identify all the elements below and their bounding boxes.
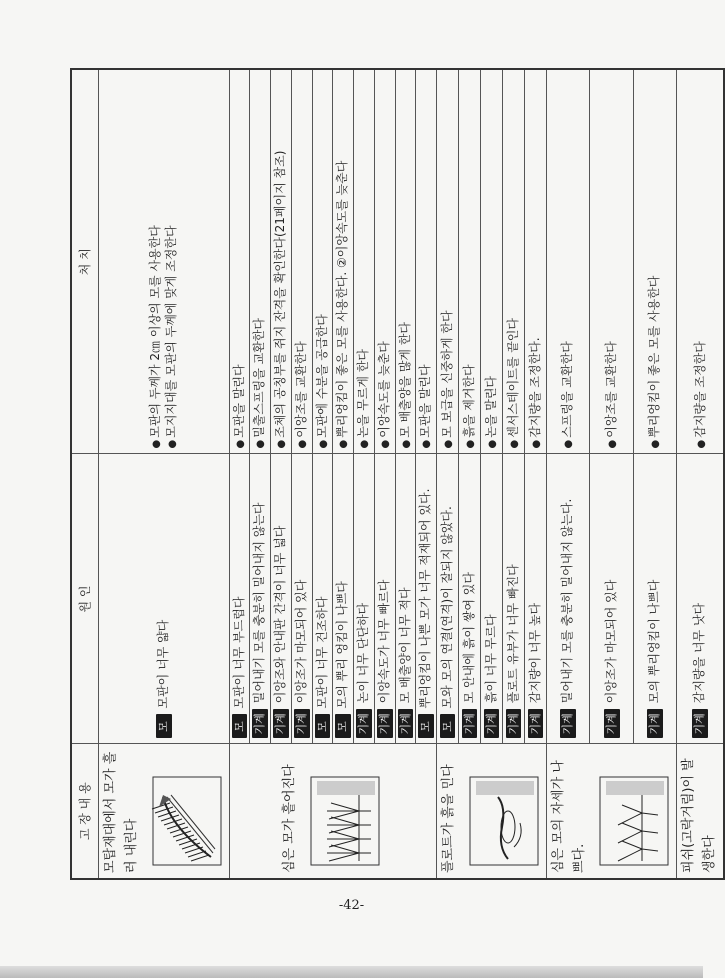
remedy-cell: [633, 69, 677, 454]
header-remedy: 처 치: [71, 69, 99, 454]
remedy-cell: [250, 69, 271, 454]
cause-text: 이앙조가 마모되어 있다: [293, 579, 308, 704]
symptom-text: 심은 모가 흩어진다: [282, 764, 298, 873]
remedy-item: ● 센서스테이트를 끝인다: [506, 75, 522, 449]
cause-cell: [416, 454, 437, 744]
symptom-cell: [546, 744, 677, 879]
remedy-cell: [271, 69, 292, 454]
float-pushing-soil-icon: [468, 775, 540, 867]
cause-cell: [312, 454, 333, 744]
table-header-row: [71, 69, 99, 879]
cause-category-badge: 모: [156, 715, 172, 739]
remedy-cell: [590, 69, 634, 454]
cause-category-badge: 기계: [377, 709, 393, 738]
remedy-item: ● 흙을 제거한다: [462, 75, 478, 449]
cause-text: 이앙속도가 너무 빠르다: [376, 579, 391, 704]
cause-text: 감지량을 너무 낫다: [692, 602, 707, 704]
remedy-item: ● 논을 말린다: [484, 75, 500, 449]
cause-text: 모판이 너무 얇다: [155, 619, 170, 709]
cause-cell: [374, 454, 395, 744]
symptom-cell: [677, 744, 724, 879]
seedling-sliding-icon: [151, 775, 223, 867]
cause-cell: [333, 454, 354, 744]
troubleshooting-table: [70, 68, 725, 880]
remedy-cell: [312, 69, 333, 454]
remedy-cell: [229, 69, 250, 454]
cause-category-badge: 모: [440, 715, 456, 739]
remedy-item: ● 이앙조를 교환한다: [294, 75, 310, 449]
cause-category-badge: 기계: [294, 709, 310, 738]
cause-cell: [633, 454, 677, 744]
remedy-item: ● 모판의 두께가 2㎝ 이상의 모를 사용한다: [148, 75, 164, 449]
cause-text: 이앙조가 마모되어 있다: [603, 579, 618, 704]
table-row: [99, 69, 230, 879]
remedy-item: ● 뿌리엉킴이 좋은 모를 사용한다: [647, 75, 663, 449]
cause-cell: [546, 454, 590, 744]
cause-category-badge: 기계: [604, 709, 620, 738]
cause-text: 모의 뿌리 엉킴이 나쁘다: [335, 581, 350, 709]
cause-text: 밀어내기 모를 충분히 밀어내지 않는다: [252, 502, 267, 704]
cause-cell: [250, 454, 271, 744]
symptom-text: 심은 모의 자세가 나쁘다.: [550, 760, 587, 873]
remedy-item: ● 모판을 말린다: [232, 75, 248, 449]
table-body: [99, 69, 725, 879]
remedy-cell: [677, 69, 724, 454]
remedy-item: ● 모판을 말린다: [418, 75, 434, 449]
cause-text: 흙이 너무 무르다: [483, 614, 498, 704]
cause-category-badge: 기계: [273, 709, 289, 738]
cause-text: 감지량이 너무 높다: [527, 602, 542, 704]
header-cause: 원 인: [71, 454, 99, 744]
table-row: [677, 69, 724, 879]
scattered-seedlings-icon: [309, 775, 381, 867]
remedy-item: ● 모 보급을 신중하게 한다: [440, 75, 456, 449]
cause-text: 모의 뿌리엉킴이 나쁘다: [647, 579, 662, 704]
cause-category-badge: 기계: [560, 709, 576, 738]
remedy-item: ● 이앙속도를 늦춘다: [377, 75, 393, 449]
remedy-cell: [459, 69, 481, 454]
remedy-cell: [395, 69, 416, 454]
cause-category-badge: 기계: [692, 709, 708, 738]
cause-category-badge: 기계: [398, 709, 414, 738]
remedy-item: ● 모판에 수분을 공급한다: [315, 75, 331, 449]
cause-text: 플로트 유부가 너무 빠진다: [505, 564, 520, 704]
cause-cell: [502, 454, 524, 744]
cause-category-badge: 기계: [252, 709, 268, 738]
cause-cell: [524, 454, 546, 744]
cause-cell: [99, 454, 230, 744]
cause-cell: [459, 454, 481, 744]
header-symptom: 고 장 내 용: [71, 744, 99, 879]
table-row: [229, 69, 250, 879]
cause-text: 모판이 너무 부드럽다: [231, 596, 246, 709]
symptom-cell: [437, 744, 547, 879]
cause-cell: [291, 454, 312, 744]
cause-category-badge: 모: [232, 715, 248, 739]
remedy-item: ● 밀출스프링을 교환한다: [252, 75, 268, 449]
remedy-cell: [502, 69, 524, 454]
bad-posture-seedlings-icon: [598, 775, 670, 867]
remedy-cell: [481, 69, 503, 454]
table-row: [437, 69, 459, 879]
cause-text: 밀어내기 모를 충분히 밀어내지 않는다.: [560, 498, 575, 704]
scan-edge: [0, 966, 703, 978]
symptom-text: 모탑재대에서 모가 흘러 내린다: [103, 751, 139, 873]
remedy-item: ● 논을 무르게 한다: [356, 75, 372, 449]
cause-cell: [437, 454, 459, 744]
remedy-cell: [437, 69, 459, 454]
symptom-cell: [229, 744, 437, 879]
cause-text: 모 안내에 흙이 쌓여 있다: [461, 572, 476, 704]
cause-text: 논이 너무 단단하다: [356, 602, 371, 704]
cause-category-badge: 기계: [356, 709, 372, 738]
table-row: [546, 69, 590, 879]
remedy-cell: [374, 69, 395, 454]
remedy-item: ● 모 배출양을 많게 한다: [398, 75, 414, 449]
cause-cell: [677, 454, 724, 744]
remedy-item: ● 조체의 공칭부를 쥐지 잔격을 확인한다(21페이지 참조): [273, 75, 289, 449]
cause-text: 모와 모의 연결(연격)이 잘되지 않았다.: [439, 506, 454, 709]
remedy-item: ● 스프링을 교환한다: [560, 75, 576, 449]
remedy-cell: [99, 69, 230, 454]
cause-category-badge: 기계: [528, 709, 544, 738]
remedy-cell: [524, 69, 546, 454]
remedy-cell: [354, 69, 375, 454]
remedy-item: ● 뿌리엉킴이 좋은 모를 사용한다. ②이앙속도를 늦춘다: [335, 75, 351, 449]
symptom-cell: [99, 744, 230, 879]
cause-cell: [229, 454, 250, 744]
cause-category-badge: 모: [335, 715, 351, 739]
remedy-item: ● 감지량을 조정한다: [693, 75, 709, 449]
cause-category-badge: 기계: [484, 709, 500, 738]
cause-category-badge: 기계: [647, 709, 663, 738]
cause-cell: [354, 454, 375, 744]
cause-cell: [590, 454, 634, 744]
cause-text: 이앙조와 안내판 간격이 너무 넓다: [273, 525, 288, 704]
page-number: -42-: [338, 898, 365, 913]
cause-text: 모판이 너무 건조하다: [314, 596, 329, 709]
remedy-item: ● 이앙조를 교환한다: [604, 75, 620, 449]
cause-category-badge: 모: [418, 715, 434, 739]
symptom-text: 피쉬(고락거림)이 발생한다: [681, 758, 718, 873]
cause-category-badge: 모: [315, 715, 331, 739]
remedy-item: ● 모지지대를 모판의 두께에 맞게 조정한다: [164, 75, 180, 449]
cause-text: 모 배출양이 너무 적다: [397, 587, 412, 704]
remedy-cell: [416, 69, 437, 454]
cause-text: 뿌리엉킴이 나쁜 모가 너무 적재되어 있다.: [418, 488, 433, 709]
remedy-item: ● 감지량을 조정한다.: [528, 75, 544, 449]
cause-cell: [395, 454, 416, 744]
remedy-cell: [333, 69, 354, 454]
symptom-text: 플로트가 흙을 민다: [441, 764, 457, 873]
cause-cell: [271, 454, 292, 744]
cause-category-badge: 기계: [462, 709, 478, 738]
rotated-table-wrapper: [70, 70, 718, 880]
cause-category-badge: 기계: [506, 709, 522, 738]
cause-cell: [481, 454, 503, 744]
remedy-cell: [291, 69, 312, 454]
remedy-cell: [546, 69, 590, 454]
